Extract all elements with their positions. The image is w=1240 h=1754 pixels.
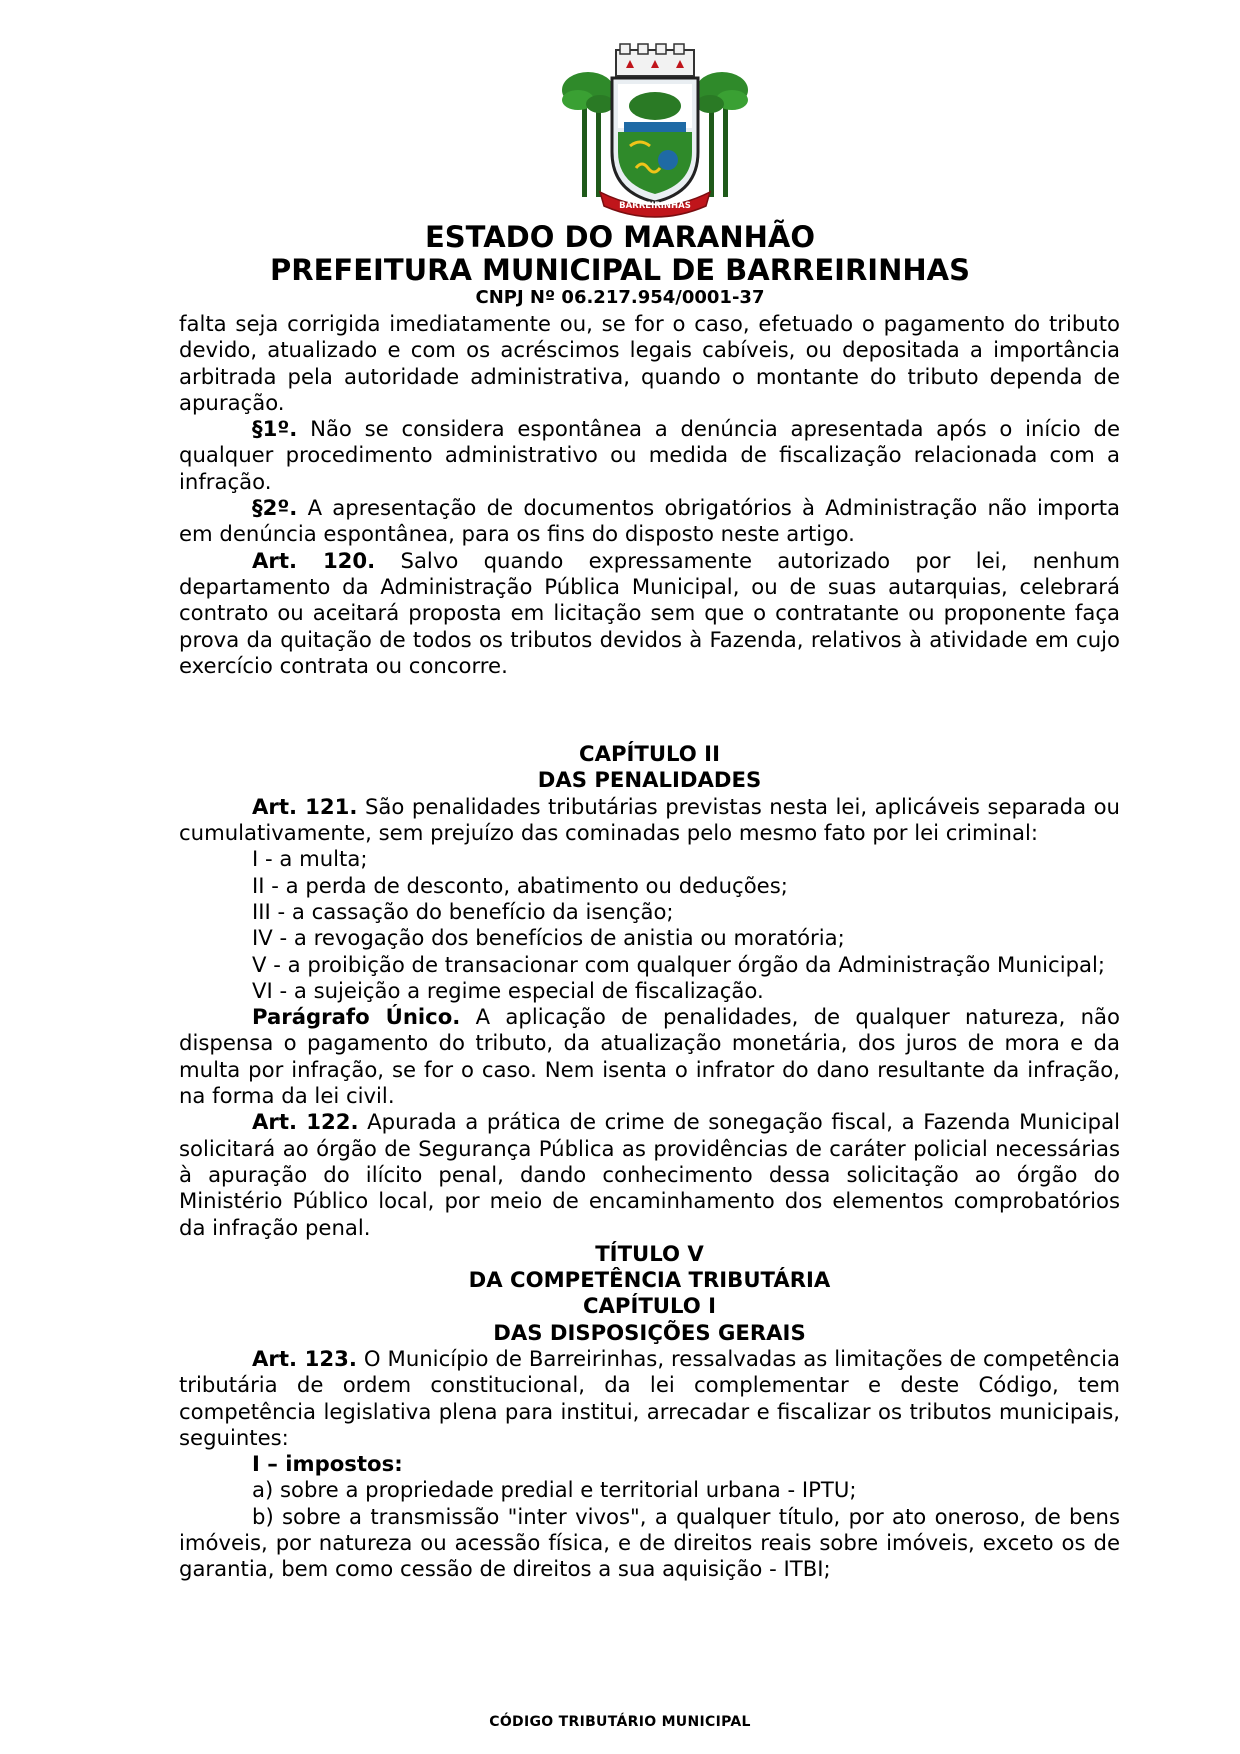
chapter-2-title: CAPÍTULO II bbox=[579, 741, 720, 767]
article-123-label: Art. 123. bbox=[252, 1345, 357, 1371]
title-5: TÍTULO V bbox=[595, 1240, 704, 1266]
list-item: VI - a sujeição a regime especial de fiscalização. bbox=[252, 977, 764, 1003]
list-item: III - a cassação do benefício da isenção; bbox=[252, 898, 674, 924]
article-122-text: Apurada a prática de crime de sonegação fiscal, a Fazenda Municipal solicitará ao órgão de Segurança Pública as providências de caráter policial necessárias à apuração do ilícito penal, dando conhecimento dessa solicitação ao órgão do Ministério Público local, por meio de encaminhamento dos elementos comprobatórios da infração penal. bbox=[179, 1109, 1120, 1240]
list-item: I - a multa; bbox=[252, 846, 368, 872]
article-120-text: Salvo quando expressamente autorizado por lei, nenhum departamento da Administração Pública Municipal, ou de suas autarquias, celebrará contrato ou aceitará proposta em licitação sem que o contratante ou proponente faça prova da quitação de todos os tributos devidos à Fazenda, relativos à atividade em cujo exercício contrata ou concorre. bbox=[179, 547, 1120, 678]
list-item: II - a perda de desconto, abatimento ou deduções; bbox=[252, 872, 788, 898]
shield bbox=[612, 78, 698, 202]
left-palm-tree bbox=[562, 72, 614, 197]
crest-ribbon-text: BARREIRINHAS bbox=[619, 201, 691, 211]
chapter-2-subtitle: DAS PENALIDADES bbox=[537, 767, 762, 793]
article-123-text: O Município de Barreirinhas, ressalvadas as limitações de competência tributária de ordem constitucional, da lei complementar e deste Código, tem competência legislativa plena para institui, arrecadar e fiscalizar os tributos municipais, seguintes: bbox=[179, 1345, 1120, 1450]
list-item: a) sobre a propriedade predial e territorial urbana - IPTU; bbox=[252, 1477, 857, 1503]
paragraph-2 bbox=[179, 495, 1120, 548]
paragraph-1-text: Não se considera espontânea a denúncia apresentada após o início de qualquer procedimento administrativo ou medida de fiscalização relacionada com a infração. bbox=[179, 416, 1120, 494]
article-120 bbox=[179, 548, 1120, 679]
continued-paragraph: falta seja corrigida imediatamente ou, se for o caso, efetuado o pagamento do tributo devido, atualizado e com os acréscimos legais cabíveis, ou depositada a importância arbitrada pela autoridade administrativa, quando o montante do tributo dependa de apuração. bbox=[179, 311, 1120, 415]
title-5-subtitle: DA COMPETÊNCIA TRIBUTÁRIA bbox=[468, 1267, 831, 1293]
chapter-1-title: CAPÍTULO I bbox=[582, 1293, 717, 1319]
state-heading: ESTADO DO MARANHÃO bbox=[424, 220, 816, 254]
chapter-1-subtitle: DAS DISPOSIÇÕES GERAIS bbox=[493, 1319, 806, 1345]
cnpj-line: CNPJ Nº 06.217.954/0001-37 bbox=[475, 287, 765, 308]
article-123 bbox=[179, 1346, 1120, 1451]
article-122-label: Art. 122. bbox=[252, 1109, 359, 1135]
municipal-crest-logo bbox=[560, 42, 750, 218]
article-122 bbox=[179, 1109, 1120, 1240]
prefecture-heading: PREFEITURA MUNICIPAL DE BARREIRINHAS bbox=[270, 253, 970, 287]
sole-paragraph bbox=[179, 1004, 1120, 1109]
paragraph-2-label: §2º. bbox=[252, 495, 298, 521]
list-item: b) sobre a transmissão "inter vivos", a qualquer título, por ato oneroso, de bens imóveis, por natureza ou acessão física, e de direitos reais sobre imóveis, exceto os de garantia, bem como cessão de direitos a sua aquisição - ITBI; bbox=[179, 1503, 1120, 1582]
mural-crown bbox=[616, 44, 694, 76]
impostos-heading-text: I – impostos: bbox=[252, 1451, 403, 1477]
sole-paragraph-label: Parágrafo Único. bbox=[252, 1004, 461, 1030]
article-121-label: Art. 121. bbox=[252, 793, 358, 819]
document-body bbox=[179, 311, 1120, 1583]
impostos-heading bbox=[179, 1451, 1120, 1477]
section-spacer bbox=[179, 679, 1120, 741]
article-121 bbox=[179, 794, 1120, 847]
page-footer: CÓDIGO TRIBUTÁRIO MUNICIPAL bbox=[489, 1714, 751, 1730]
sole-paragraph-text: A aplicação de penalidades, de qualquer natureza, não dispensa o pagamento do tributo, da atualização monetária, dos juros de mora e da multa por infração, se for o caso. Nem isenta o infrator do dano resultante da infração, na forma da lei civil. bbox=[179, 1004, 1120, 1109]
list-item: V - a proibição de transacionar com qualquer órgão da Administração Municipal; bbox=[252, 951, 1106, 977]
paragraph-1-label: §1º. bbox=[252, 416, 298, 442]
article-120-label: Art. 120. bbox=[252, 547, 376, 573]
list-item: IV - a revogação dos benefícios de anistia ou moratória; bbox=[252, 925, 845, 951]
right-palm-tree bbox=[696, 72, 748, 197]
article-121-text: São penalidades tributárias previstas nesta lei, aplicáveis separada ou cumulativamente, sem prejuízo das cominadas pelo mesmo fato por lei criminal: bbox=[179, 793, 1120, 846]
paragraph-1 bbox=[179, 416, 1120, 495]
paragraph-2-text: A apresentação de documentos obrigatórios à Administração não importa em denúncia espontânea, para os fins do disposto neste artigo. bbox=[179, 495, 1120, 547]
